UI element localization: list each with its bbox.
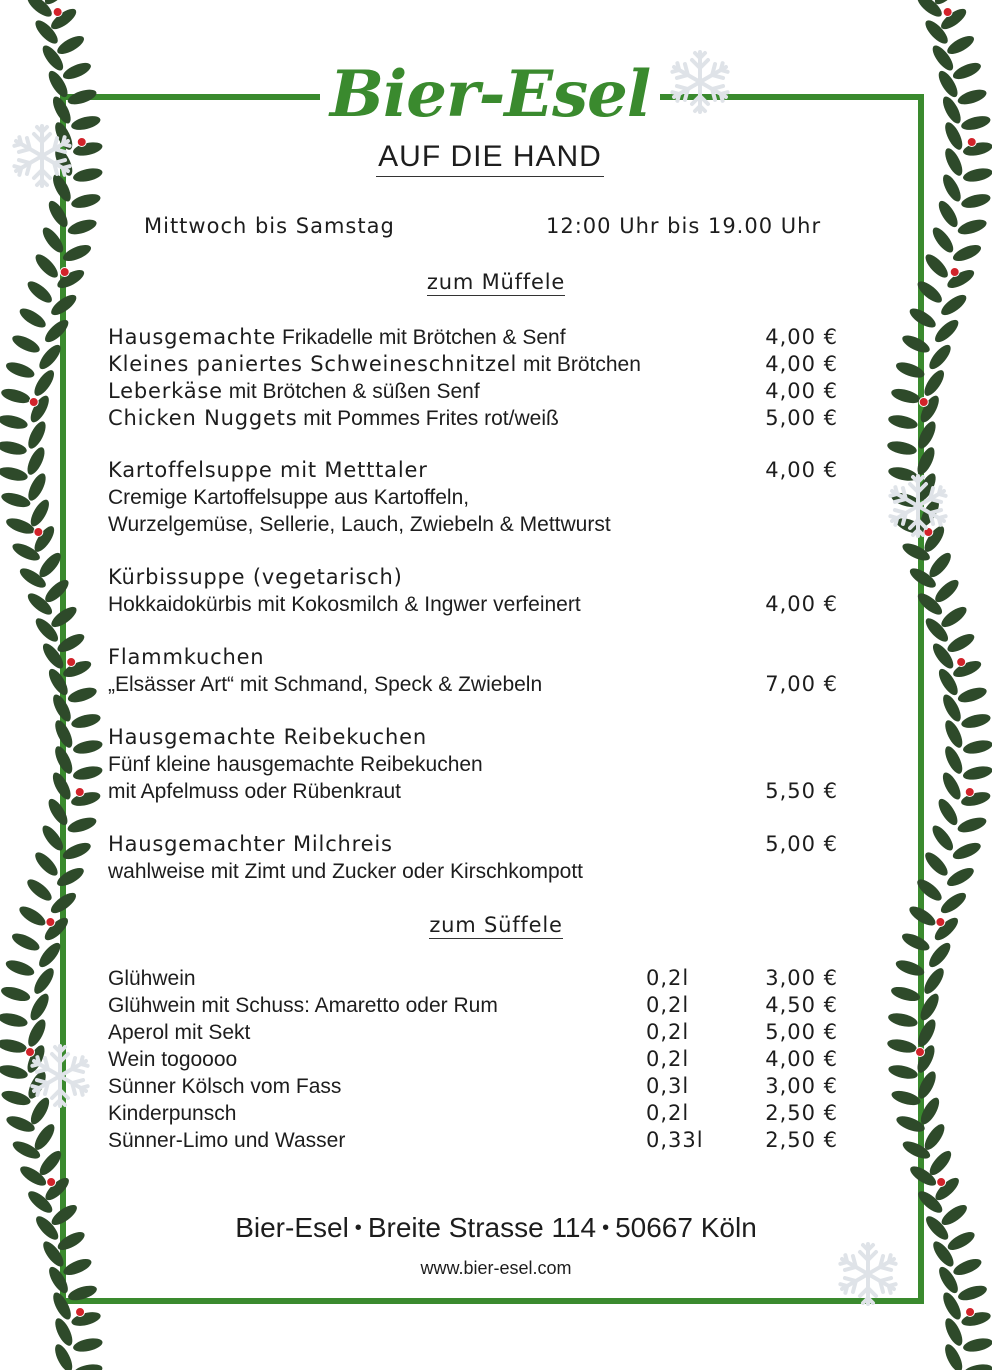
- list-item: Hausgemachte Frikadelle mit Brötchen & Senf 4,00 €: [108, 325, 838, 349]
- volume: 0,2l: [646, 993, 690, 1017]
- holly-leaf: [921, 1121, 948, 1153]
- dish-title: Kürbissuppe (vegetarisch): [108, 565, 403, 589]
- holly-leaf: [27, 393, 52, 425]
- holly-leaf: [942, 146, 966, 178]
- list-item: Glühwein mit Schuss: Amaretto oder Rum 0,2l 4,50 €: [108, 993, 838, 1017]
- price: 4,00 €: [765, 379, 838, 403]
- holly-leaf: [24, 445, 48, 477]
- holly-leaf: [45, 198, 71, 230]
- holly-leaf: [72, 1362, 104, 1370]
- holly-leaf: [39, 224, 67, 255]
- holly-leaf: [42, 1174, 72, 1203]
- holly-leaf: [951, 242, 983, 265]
- opening-days: Mittwoch bis Samstag: [144, 214, 395, 238]
- holly-leaf: [4, 359, 36, 381]
- holly-leaf: [55, 630, 87, 655]
- dish-description: mit Apfelmuss oder Rübenkraut: [108, 780, 401, 803]
- logo-area: [320, 50, 660, 140]
- holly-leaf: [24, 876, 55, 904]
- holly-leaf: [942, 744, 966, 776]
- footer-address: Bier-Esel • Breite Strasse 114 • 50667 Köln: [235, 1212, 757, 1243]
- holly-leaf: [960, 114, 992, 133]
- opening-time: 12:00 Uhr bis 19.00 Uhr: [546, 214, 822, 238]
- holly-leaf: [929, 224, 957, 255]
- volume: 0,33l: [646, 1128, 704, 1152]
- holly-berry: [957, 658, 966, 667]
- volume: 0,2l: [646, 966, 690, 990]
- list-item: Aperol mit Sekt 0,2l 5,00 €: [108, 1020, 838, 1044]
- volume: 0,2l: [646, 1047, 690, 1071]
- dish-description: Fünf kleine hausgemachte Reibekuchen: [108, 753, 483, 776]
- holly-leaf: [894, 957, 926, 979]
- holly-leaf: [951, 658, 983, 681]
- holly-berry: [77, 138, 86, 147]
- dish-description: Wurzelgemüse, Sellerie, Lauch, Zwiebeln & Mettwurst: [108, 513, 611, 536]
- holly-berry: [937, 1178, 946, 1187]
- holly-leaf: [960, 1310, 992, 1329]
- price: 5,50 €: [765, 779, 838, 803]
- holly-leaf: [886, 439, 918, 457]
- holly-leaf: [932, 316, 962, 345]
- footer-city: 50667 Köln: [615, 1212, 757, 1243]
- price: 3,00 €: [765, 966, 838, 990]
- holly-leaf: [938, 291, 969, 318]
- holly-leaf: [66, 217, 98, 238]
- holly-leaf: [0, 984, 32, 1004]
- dish-title: Hausgemachte Reibekuchen: [108, 725, 427, 749]
- holly-leaf: [942, 1342, 966, 1370]
- list-item: Leberkäse mit Brötchen & süßen Senf 4,00 €: [108, 379, 838, 403]
- holly-leaf: [54, 864, 86, 889]
- holly-leaf: [70, 192, 102, 211]
- price: 2,50 €: [765, 1128, 838, 1152]
- holly-leaf: [0, 1011, 29, 1029]
- holly-leaf: [890, 984, 922, 1004]
- holly-leaf: [27, 497, 52, 529]
- price: 4,00 €: [765, 325, 838, 349]
- holly-berry: [916, 1048, 925, 1057]
- holly-berry: [53, 8, 62, 17]
- price: 2,50 €: [765, 1101, 838, 1125]
- left-holly-vine: [0, 0, 110, 1370]
- holly-leaf: [66, 685, 98, 706]
- holly-leaf: [70, 1310, 102, 1329]
- holly-leaf: [4, 957, 36, 979]
- holly-leaf: [926, 342, 954, 373]
- holly-leaf: [31, 523, 58, 555]
- holly-leaf: [962, 140, 992, 158]
- drinks-section-heading: zum Süffele: [429, 913, 563, 937]
- holly-leaf: [61, 60, 93, 83]
- holly-leaf: [926, 940, 954, 971]
- dish-reibekuchen: [108, 724, 838, 805]
- holly-leaf: [926, 550, 955, 581]
- holly-leaf: [935, 198, 961, 230]
- holly-leaf: [932, 576, 962, 605]
- holly-leaf: [42, 576, 72, 605]
- holly-leaf: [32, 849, 61, 879]
- holly-leaf: [917, 991, 942, 1023]
- holly-leaf: [48, 603, 79, 630]
- dish-title: Kartoffelsuppe mit Metttaler: [108, 458, 428, 482]
- holly-leaf: [917, 1095, 942, 1127]
- holly-leaf: [962, 1362, 992, 1370]
- holly-leaf: [10, 332, 42, 356]
- price: 4,00 €: [765, 1047, 838, 1071]
- list-item: Wein togoooo 0,2l 4,00 €: [108, 1047, 838, 1071]
- holly-berry: [47, 1178, 56, 1187]
- list-item: Sünner Kölsch vom Fass 0,3l 3,00 €: [108, 1074, 838, 1098]
- holly-leaf: [0, 490, 32, 510]
- dish-kartoffelsuppe: [108, 457, 838, 538]
- holly-berry: [919, 398, 928, 407]
- holly-leaf: [52, 744, 76, 776]
- holly-leaf: [914, 876, 945, 904]
- holly-leaf: [70, 712, 102, 731]
- right-holly-vine: [882, 0, 992, 1370]
- holly-leaf: [66, 1283, 98, 1303]
- holly-berry: [943, 8, 952, 17]
- holly-leaf: [72, 738, 104, 756]
- holly-leaf: [61, 658, 93, 681]
- volume: 0,3l: [646, 1074, 690, 1098]
- holly-leaf: [956, 217, 988, 238]
- holly-leaf: [962, 738, 992, 756]
- food-section-heading: zum Müffele: [426, 270, 566, 294]
- price: 7,00 €: [765, 672, 838, 696]
- snowflake-icon: [6, 120, 78, 192]
- holly-leaf: [915, 1069, 939, 1101]
- footer-street: Breite Strasse 114: [367, 1212, 597, 1243]
- holly-leaf: [929, 822, 957, 853]
- price: 5,00 €: [765, 1020, 838, 1044]
- drinks-list: [108, 965, 838, 1154]
- holly-leaf: [66, 87, 98, 108]
- holly-leaf: [25, 419, 49, 451]
- price: 4,50 €: [765, 993, 838, 1017]
- holly-leaf: [894, 359, 926, 381]
- dish-milchreis: [108, 831, 838, 885]
- holly-leaf: [956, 815, 988, 836]
- holly-leaf: [915, 419, 939, 451]
- holly-leaf: [17, 305, 49, 331]
- holly-berry: [67, 658, 76, 667]
- holly-berry: [34, 528, 43, 537]
- holly-leaf: [0, 413, 29, 431]
- list-item: Kleines paniertes Schweineschnitzel mit Brötchen 4,00 €: [108, 352, 838, 376]
- holly-leaf: [962, 166, 992, 184]
- holly-leaf: [939, 770, 964, 802]
- holly-leaf: [36, 940, 64, 971]
- holly-leaf: [0, 439, 28, 457]
- holly-leaf: [926, 1148, 955, 1179]
- holly-berry: [75, 788, 84, 797]
- holly-leaf: [42, 316, 72, 345]
- holly-leaf: [890, 386, 922, 406]
- holly-leaf: [939, 172, 964, 204]
- holly-leaf: [36, 1148, 65, 1179]
- holly-leaf: [945, 32, 977, 57]
- holly-leaf: [945, 630, 977, 655]
- holly-leaf: [915, 1017, 939, 1049]
- snowflake-icon: [24, 1040, 96, 1112]
- holly-leaf: [951, 840, 983, 863]
- holly-leaf: [31, 1121, 58, 1153]
- holly-leaf: [27, 991, 52, 1023]
- snowflake-icon: [882, 470, 954, 542]
- holly-leaf: [921, 367, 948, 399]
- holly-leaf: [907, 305, 939, 331]
- dish-description: wahlweise mit Zimt und Zucker oder Kirschkompott: [108, 860, 583, 883]
- holly-leaf: [72, 1336, 104, 1354]
- dish-description: Hokkaidokürbis mit Kokosmilch & Ingwer verfeinert: [108, 593, 581, 616]
- holly-leaf: [890, 1088, 922, 1108]
- holly-leaf: [935, 796, 961, 828]
- holly-leaf: [887, 1063, 919, 1081]
- price: 3,00 €: [765, 1074, 838, 1098]
- quick-dishes-list: [108, 324, 838, 432]
- holly-leaf: [61, 840, 93, 863]
- page-subtitle: AUF DIE HAND: [340, 140, 640, 174]
- holly-leaf: [39, 822, 67, 853]
- price: 4,00 €: [765, 352, 838, 376]
- holly-leaf: [48, 291, 79, 318]
- snowflake-icon: [664, 46, 736, 118]
- list-item: Chicken Nuggets mit Pommes Frites rot/weiß 5,00 €: [108, 406, 838, 430]
- holly-leaf: [0, 465, 29, 483]
- list-item: Glühwein 0,2l 3,00 €: [108, 966, 838, 990]
- dish-title: Hausgemachter Milchreis: [108, 832, 393, 856]
- holly-leaf: [25, 471, 49, 503]
- holly-leaf: [31, 965, 58, 997]
- price: 4,00 €: [765, 458, 838, 482]
- holly-leaf: [962, 764, 992, 782]
- holly-leaf: [938, 603, 969, 630]
- holly-berry: [967, 138, 976, 147]
- holly-leaf: [917, 393, 942, 425]
- holly-leaf: [70, 789, 102, 808]
- price: 5,00 €: [765, 832, 838, 856]
- holly-leaf: [944, 864, 976, 889]
- dish-description: Cremige Kartoffelsuppe aus Kartoffeln,: [108, 486, 470, 509]
- holly-leaf: [0, 386, 32, 406]
- holly-leaf: [72, 764, 104, 782]
- holly-leaf: [887, 1011, 919, 1029]
- holly-leaf: [956, 685, 988, 706]
- holly-leaf: [52, 1342, 76, 1370]
- holly-leaf: [886, 1037, 918, 1055]
- volume: 0,2l: [646, 1020, 690, 1044]
- price: 5,00 €: [765, 406, 838, 430]
- holly-leaf: [960, 789, 992, 808]
- holly-berry: [29, 398, 38, 407]
- holly-leaf: [31, 367, 58, 399]
- holly-berry: [76, 1308, 85, 1317]
- website-link[interactable]: www.bier-esel.com: [420, 1258, 572, 1278]
- holly-leaf: [956, 87, 988, 108]
- holly-leaf: [66, 815, 98, 836]
- holly-leaf: [61, 242, 93, 265]
- holly-leaf: [900, 332, 932, 356]
- brand-logo: Bier-Esel: [329, 57, 651, 132]
- holly-leaf: [921, 965, 948, 997]
- price: 4,00 €: [765, 592, 838, 616]
- holly-leaf: [55, 32, 87, 57]
- dish-flammkuchen: [108, 644, 838, 698]
- holly-berry: [966, 1308, 975, 1317]
- holly-berry: [965, 788, 974, 797]
- dish-title: Flammkuchen: [108, 645, 265, 669]
- holly-leaf: [887, 413, 919, 431]
- holly-leaf: [951, 60, 983, 83]
- holly-leaf: [48, 5, 79, 32]
- dish-kuerbissuppe: [108, 564, 838, 618]
- holly-leaf: [938, 5, 969, 32]
- holly-leaf: [36, 550, 65, 581]
- holly-leaf: [962, 1336, 992, 1354]
- list-item: Sünner-Limo und Wasser 0,33l 2,50 €: [108, 1128, 838, 1152]
- holly-leaf: [45, 796, 71, 828]
- holly-leaf: [36, 342, 64, 373]
- holly-leaf: [49, 770, 74, 802]
- list-item: Kinderpunsch 0,2l 2,50 €: [108, 1101, 838, 1125]
- holly-leaf: [932, 1174, 962, 1203]
- holly-leaf: [960, 712, 992, 731]
- holly-leaf: [956, 1283, 988, 1303]
- volume: 0,2l: [646, 1101, 690, 1125]
- dish-description: „Elsässer Art“ mit Schmand, Speck & Zwiebeln: [108, 673, 543, 696]
- footer-name: Bier-Esel: [235, 1212, 349, 1243]
- holly-leaf: [922, 849, 951, 879]
- holly-leaf: [960, 192, 992, 211]
